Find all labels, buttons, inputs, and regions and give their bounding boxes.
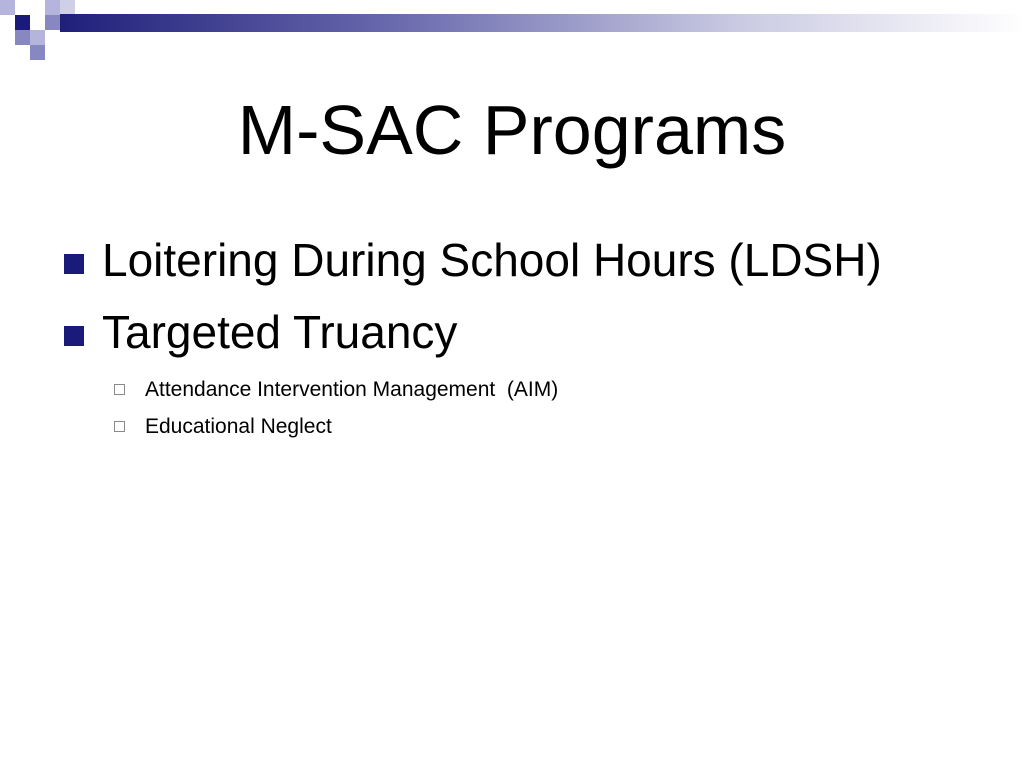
decor-square <box>15 15 30 30</box>
decor-square <box>15 30 30 45</box>
header-gradient-bar <box>60 14 1024 32</box>
corner-decoration <box>0 0 80 64</box>
decor-square <box>30 30 45 45</box>
decor-square <box>45 0 60 15</box>
square-bullet-icon <box>64 326 84 346</box>
hollow-square-bullet-icon <box>114 384 125 395</box>
decor-square <box>0 0 15 15</box>
bullet-item <box>62 304 962 360</box>
slide-title: M-SAC Programs <box>237 91 787 169</box>
sub-bullet-item <box>62 376 962 404</box>
decor-square <box>45 15 60 30</box>
square-bullet-icon <box>64 254 84 274</box>
bullet-item <box>62 232 962 288</box>
decor-square <box>60 0 75 15</box>
hollow-square-bullet-icon <box>114 421 125 432</box>
decor-square <box>30 45 45 60</box>
sub-bullet-text: Attendance Intervention Management (AIM) <box>145 378 559 401</box>
sub-bullet-item <box>62 413 962 441</box>
bullet-list <box>62 232 962 450</box>
bullet-text: Targeted Truancy <box>102 306 458 358</box>
sub-bullet-text: Educational Neglect <box>145 415 332 438</box>
bullet-text: Loitering During School Hours (LDSH) <box>102 234 882 286</box>
